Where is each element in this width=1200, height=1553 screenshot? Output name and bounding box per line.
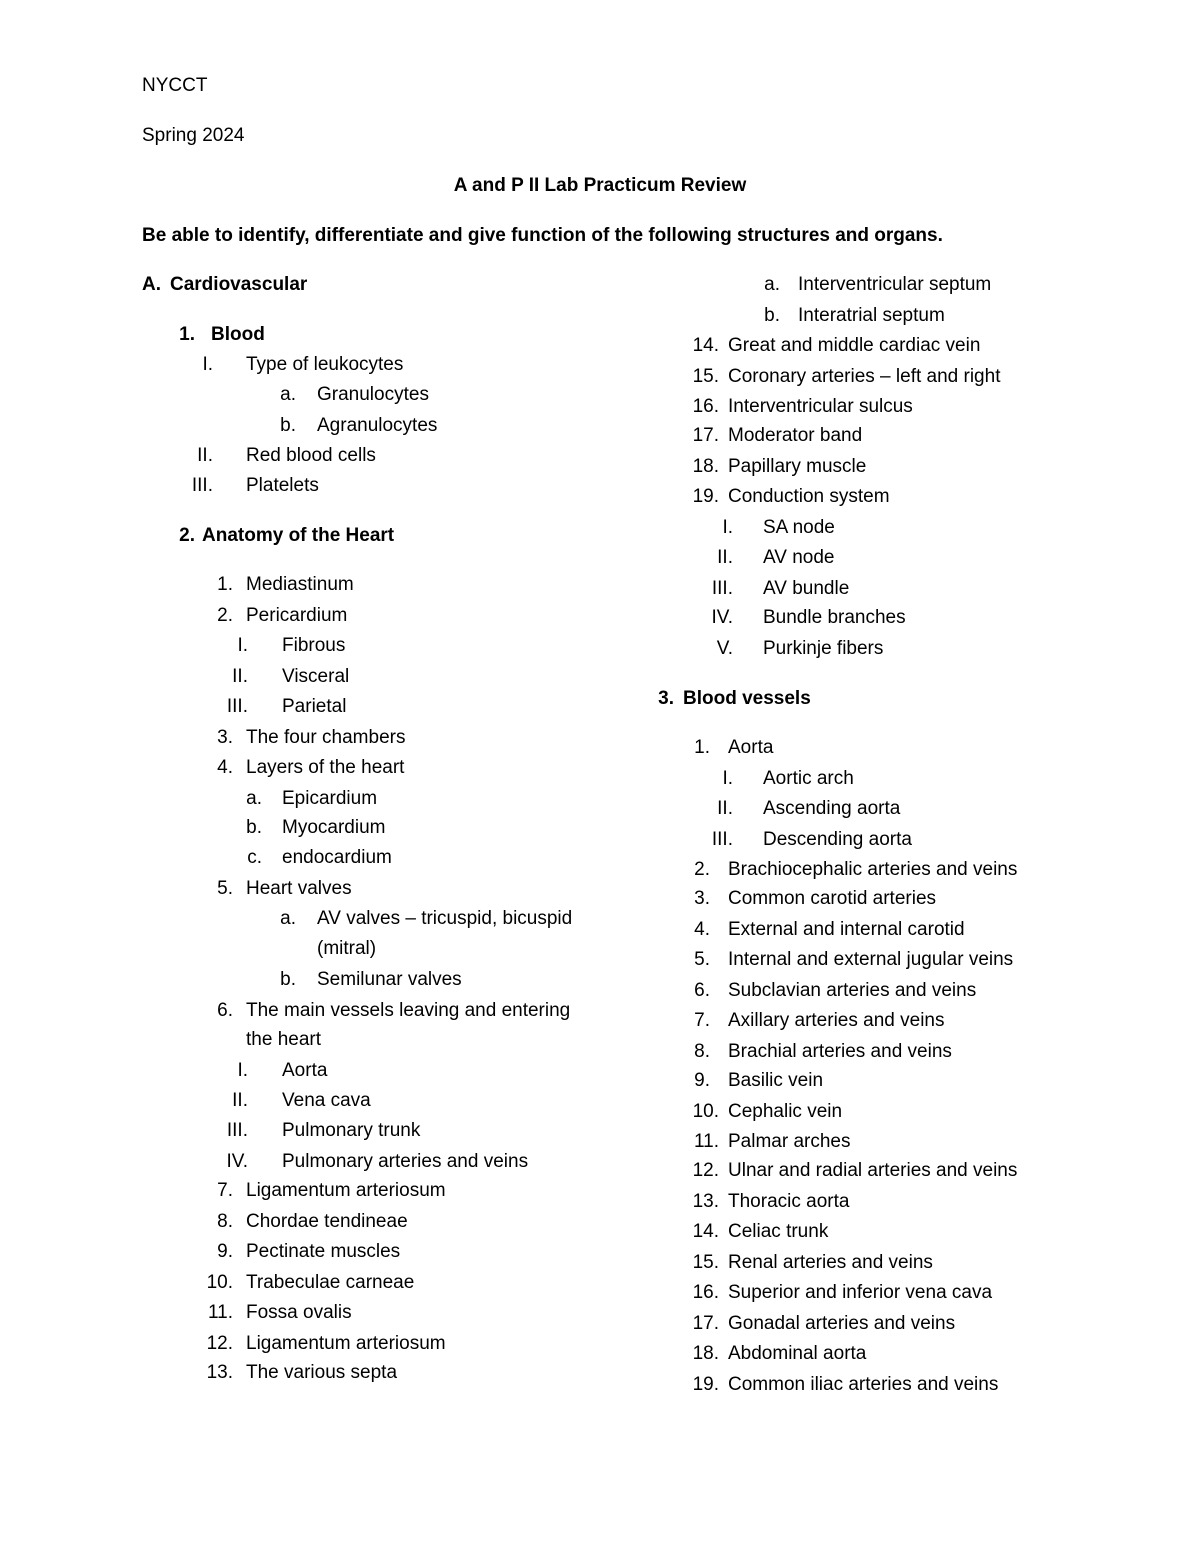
blood-heading: Blood: [211, 324, 265, 345]
list-item: Epicardium: [282, 788, 378, 809]
list-item: Chordae tendineae: [246, 1211, 408, 1232]
list-item: Palmar arches: [728, 1131, 851, 1152]
list-item: Cephalic vein: [728, 1101, 843, 1122]
list-marker: 16.: [692, 396, 719, 417]
list-marker: 18.: [692, 1343, 719, 1364]
list-marker: c.: [247, 847, 262, 868]
list-item: Basilic vein: [728, 1070, 824, 1091]
list-item: Pulmonary trunk: [282, 1120, 421, 1141]
list-marker: 19.: [692, 1374, 719, 1395]
list-item: Fossa ovalis: [246, 1302, 352, 1323]
list-item-continuation: the heart: [246, 1029, 321, 1050]
list-marker: 9.: [694, 1070, 710, 1091]
list-item: Pulmonary arteries and veins: [282, 1151, 529, 1172]
list-marker: 7.: [694, 1010, 710, 1031]
heart-heading: Anatomy of the Heart: [202, 525, 395, 546]
list-item: The four chambers: [246, 727, 406, 748]
list-item: Type of leukocytes: [246, 354, 404, 375]
list-marker: 3.: [217, 727, 233, 748]
list-marker: 17.: [692, 425, 719, 446]
list-item: Agranulocytes: [317, 415, 438, 436]
list-marker: V.: [716, 638, 733, 659]
list-marker: 14.: [692, 335, 719, 356]
list-item: SA node: [763, 517, 835, 538]
list-marker: 14.: [692, 1221, 719, 1242]
list-item: Abdominal aorta: [728, 1343, 867, 1364]
list-marker: I.: [237, 635, 248, 656]
list-item: Celiac trunk: [728, 1221, 829, 1242]
list-marker: 4.: [217, 757, 233, 778]
list-item: Coronary arteries – left and right: [728, 366, 1001, 387]
list-marker: 10.: [692, 1101, 719, 1122]
list-item: Descending aorta: [763, 829, 912, 850]
list-item: AV node: [763, 547, 835, 568]
list-marker: 8.: [217, 1211, 233, 1232]
list-item: Internal and external jugular veins: [728, 949, 1014, 970]
list-marker: 18.: [692, 456, 719, 477]
list-marker: 13.: [692, 1191, 719, 1212]
list-marker: b.: [246, 817, 262, 838]
list-item: Subclavian arteries and veins: [728, 980, 977, 1001]
list-item: The various septa: [246, 1362, 398, 1383]
list-marker: II.: [717, 798, 733, 819]
list-item: Purkinje fibers: [763, 638, 884, 659]
list-item: Semilunar valves: [317, 969, 462, 990]
list-marker: 19.: [692, 486, 719, 507]
institution-name: NYCCT: [142, 75, 208, 96]
list-marker: III.: [191, 475, 213, 496]
list-marker: 16.: [692, 1282, 719, 1303]
list-item: Parietal: [282, 696, 347, 717]
list-item: Renal arteries and veins: [728, 1252, 933, 1273]
list-marker: 5.: [694, 949, 710, 970]
list-item: Granulocytes: [317, 384, 429, 405]
list-item: Brachial arteries and veins: [728, 1041, 952, 1062]
section-heading: Cardiovascular: [170, 274, 308, 295]
list-marker: 1.: [694, 737, 710, 758]
list-item: Ligamentum arteriosum: [246, 1180, 446, 1201]
list-marker: 12.: [692, 1160, 719, 1181]
list-item: Visceral: [282, 666, 350, 687]
list-item: Aortic arch: [763, 768, 854, 789]
list-marker: IV.: [226, 1151, 248, 1172]
list-item: Ascending aorta: [763, 798, 901, 819]
list-marker: III.: [711, 829, 733, 850]
list-marker: b.: [764, 305, 780, 326]
list-marker: IV.: [711, 607, 733, 628]
list-marker: 9.: [217, 1241, 233, 1262]
list-item: endocardium: [282, 847, 392, 868]
list-marker: 2.: [217, 605, 233, 626]
list-item: Aorta: [728, 737, 774, 758]
list-marker: a.: [764, 274, 780, 295]
list-marker: 15.: [692, 366, 719, 387]
list-item: Platelets: [246, 475, 319, 496]
list-item: Moderator band: [728, 425, 863, 446]
list-marker: 3.: [694, 888, 710, 909]
list-marker: 7.: [217, 1180, 233, 1201]
list-marker: 4.: [694, 919, 710, 940]
list-marker: 11.: [693, 1131, 719, 1152]
list-marker: a.: [280, 908, 296, 929]
list-marker: 17.: [692, 1313, 719, 1334]
list-marker: 8.: [694, 1041, 710, 1062]
list-item-continuation: (mitral): [317, 938, 377, 959]
heart-marker: 2.: [179, 525, 195, 546]
term-label: Spring 2024: [142, 125, 245, 146]
list-item: Bundle branches: [763, 607, 906, 628]
list-item: Pericardium: [246, 605, 348, 626]
list-marker: a.: [280, 384, 296, 405]
list-marker: III.: [711, 578, 733, 599]
instruction-text: Be able to identify, differentiate and give function of the following structures and organs.: [142, 225, 943, 246]
list-item: AV bundle: [763, 578, 850, 599]
list-marker: I.: [722, 768, 733, 789]
list-marker: III.: [226, 1120, 248, 1141]
list-item: Vena cava: [282, 1090, 371, 1111]
list-marker: 12.: [206, 1333, 233, 1354]
vessels-heading: Blood vessels: [683, 688, 811, 709]
list-marker: II.: [232, 1090, 248, 1111]
list-item: Fibrous: [282, 635, 346, 656]
list-marker: 6.: [217, 1000, 233, 1021]
list-marker: 11.: [207, 1302, 233, 1323]
vessels-marker: 3.: [658, 688, 674, 709]
list-item: Pectinate muscles: [246, 1241, 401, 1262]
list-item: Ligamentum arteriosum: [246, 1333, 446, 1354]
list-marker: 13.: [206, 1362, 233, 1383]
list-item: Mediastinum: [246, 574, 354, 595]
list-marker: II.: [717, 547, 733, 568]
blood-marker: 1.: [179, 324, 195, 345]
list-item: Interatrial septum: [798, 305, 945, 326]
list-marker: 2.: [694, 859, 710, 880]
list-marker: 10.: [206, 1272, 233, 1293]
list-item: Great and middle cardiac vein: [728, 335, 981, 356]
list-item: Brachiocephalic arteries and veins: [728, 859, 1018, 880]
list-marker: b.: [280, 969, 296, 990]
list-item: Heart valves: [246, 878, 352, 899]
list-item: External and internal carotid: [728, 919, 965, 940]
section-marker: A.: [142, 274, 161, 295]
list-marker: 15.: [692, 1252, 719, 1273]
list-item: Interventricular septum: [798, 274, 992, 295]
list-marker: 1.: [217, 574, 233, 595]
list-item: Trabeculae carneae: [246, 1272, 415, 1293]
list-marker: III.: [226, 696, 248, 717]
list-item: Axillary arteries and veins: [728, 1010, 945, 1031]
list-item: Red blood cells: [246, 445, 376, 466]
list-item: Common iliac arteries and veins: [728, 1374, 999, 1395]
list-item: The main vessels leaving and entering: [246, 1000, 571, 1021]
list-item: Common carotid arteries: [728, 888, 937, 909]
list-item: Interventricular sulcus: [728, 396, 913, 417]
document-title: A and P II Lab Practicum Review: [453, 175, 747, 196]
list-item: Thoracic aorta: [728, 1191, 850, 1212]
list-marker: b.: [280, 415, 296, 436]
list-item: Layers of the heart: [246, 757, 405, 778]
list-item: Conduction system: [728, 486, 890, 507]
list-marker: II.: [232, 666, 248, 687]
list-item: Superior and inferior vena cava: [728, 1282, 993, 1303]
list-marker: I.: [722, 517, 733, 538]
list-item: Ulnar and radial arteries and veins: [728, 1160, 1018, 1181]
list-marker: I.: [237, 1060, 248, 1081]
list-item: AV valves – tricuspid, bicuspid: [317, 908, 573, 929]
list-item: Myocardium: [282, 817, 386, 838]
list-marker: a.: [246, 788, 262, 809]
list-marker: 6.: [694, 980, 710, 1001]
list-marker: I.: [202, 354, 213, 375]
list-item: Gonadal arteries and veins: [728, 1313, 956, 1334]
list-item: Aorta: [282, 1060, 328, 1081]
list-marker: II.: [197, 445, 213, 466]
list-item: Papillary muscle: [728, 456, 867, 477]
list-marker: 5.: [217, 878, 233, 899]
